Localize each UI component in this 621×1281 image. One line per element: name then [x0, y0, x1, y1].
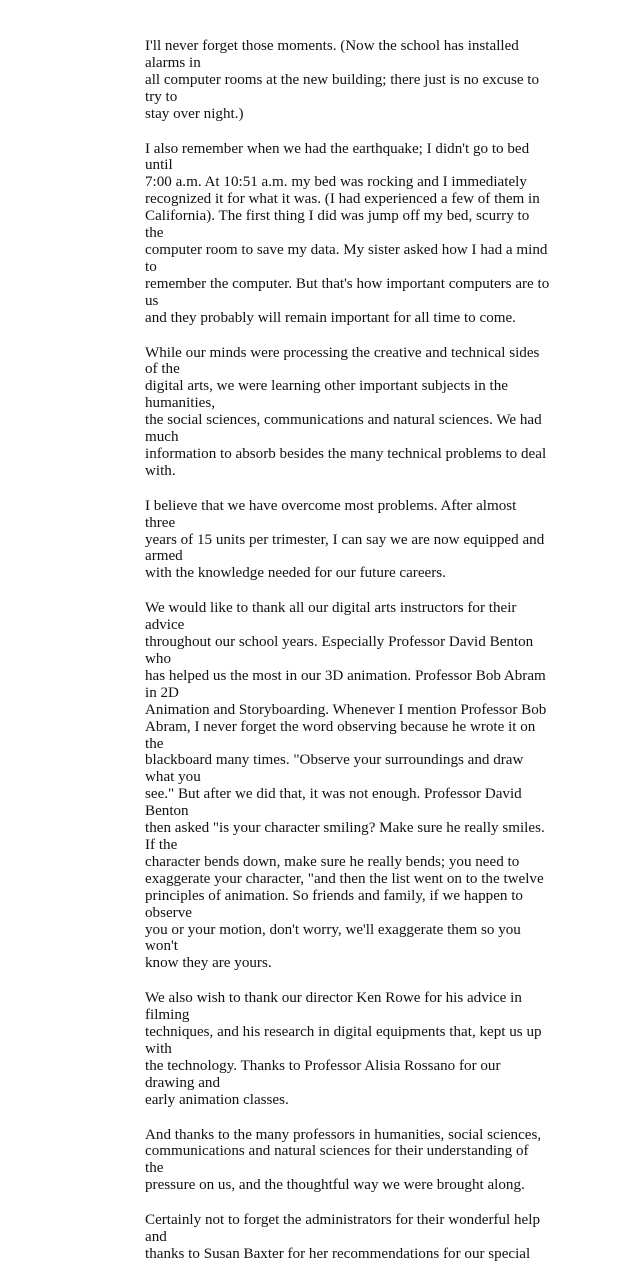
paragraph-alarms: I'll never forget those moments. (Now the school has installed alarms in all computer rooms at the new building; there just is no excuse to try to stay over night.) [145, 38, 540, 122]
document-page [145, 38, 550, 1281]
paragraph-thank-instructors: We would like to thank all our digital arts instructors for their advice throughout our school years. Especially Professor David Benton who has helped us the most in our 3D animation. Professor Bob Abram in 2D Animation and Storyboarding. Whenever I mention Professor Bob Abram, I never forget the word observing because he wrote it on the blackboard many times. "Observe your surroundings and draw what you see." But after we did that, it was not enough. Professor David Benton then asked "is your character smiling? Make sure he really smiles. If the character bends down, make sure he really bends; you need to exaggerate your character, "and then the list went on to the twelve principles of animation. So friends and family, if we happen to observe you or your motion, don't worry, we'll exaggerate them so you won't know they are yours. [145, 600, 547, 972]
paragraph-digital-arts: While our minds were processing the creative and technical sides of the digital arts, we were learning other important subjects in the humanities, the social sciences, communications and natural sciences. We had much information to absorb besides the many technical problems to deal with. [145, 344, 547, 479]
paragraph-administrators: Certainly not to forget the administrators for their wonderful help and thanks to Susan Baxter for her recommendations for our special [145, 1212, 540, 1262]
paragraph-thank-professors: And thanks to the many professors in humanities, social sciences, communications and natural sciences for their understanding of the pressure on us, and the thoughtful way we were brought along. [145, 1126, 542, 1194]
paragraph-overcome-problems: I believe that we have overcome most problems. After almost three years of 15 units per trimester, I can say we are now equipped and armed with the knowledge needed for our future careers. [145, 497, 545, 582]
paragraph-thank-director: We also wish to thank our director Ken Rowe for his advice in filming techniques, and his research in digital equipments that, kept us up with the technology. Thanks to Professor Alisia Rossano for our drawing and early animation classes. [145, 990, 542, 1108]
paragraph-earthquake: I also remember when we had the earthquake; I didn't go to bed until 7:00 a.m. At 10:51 a.m. my bed was rocking and I immediately recognized it for what it was. (I had experienced a few of them in California). The first thing I did was jump off my bed, scurry to the computer room to save my data. My sister asked how I had a mind to remember the computer. But that's how important computers are to us and they probably will remain important for all time to come. [145, 140, 550, 326]
